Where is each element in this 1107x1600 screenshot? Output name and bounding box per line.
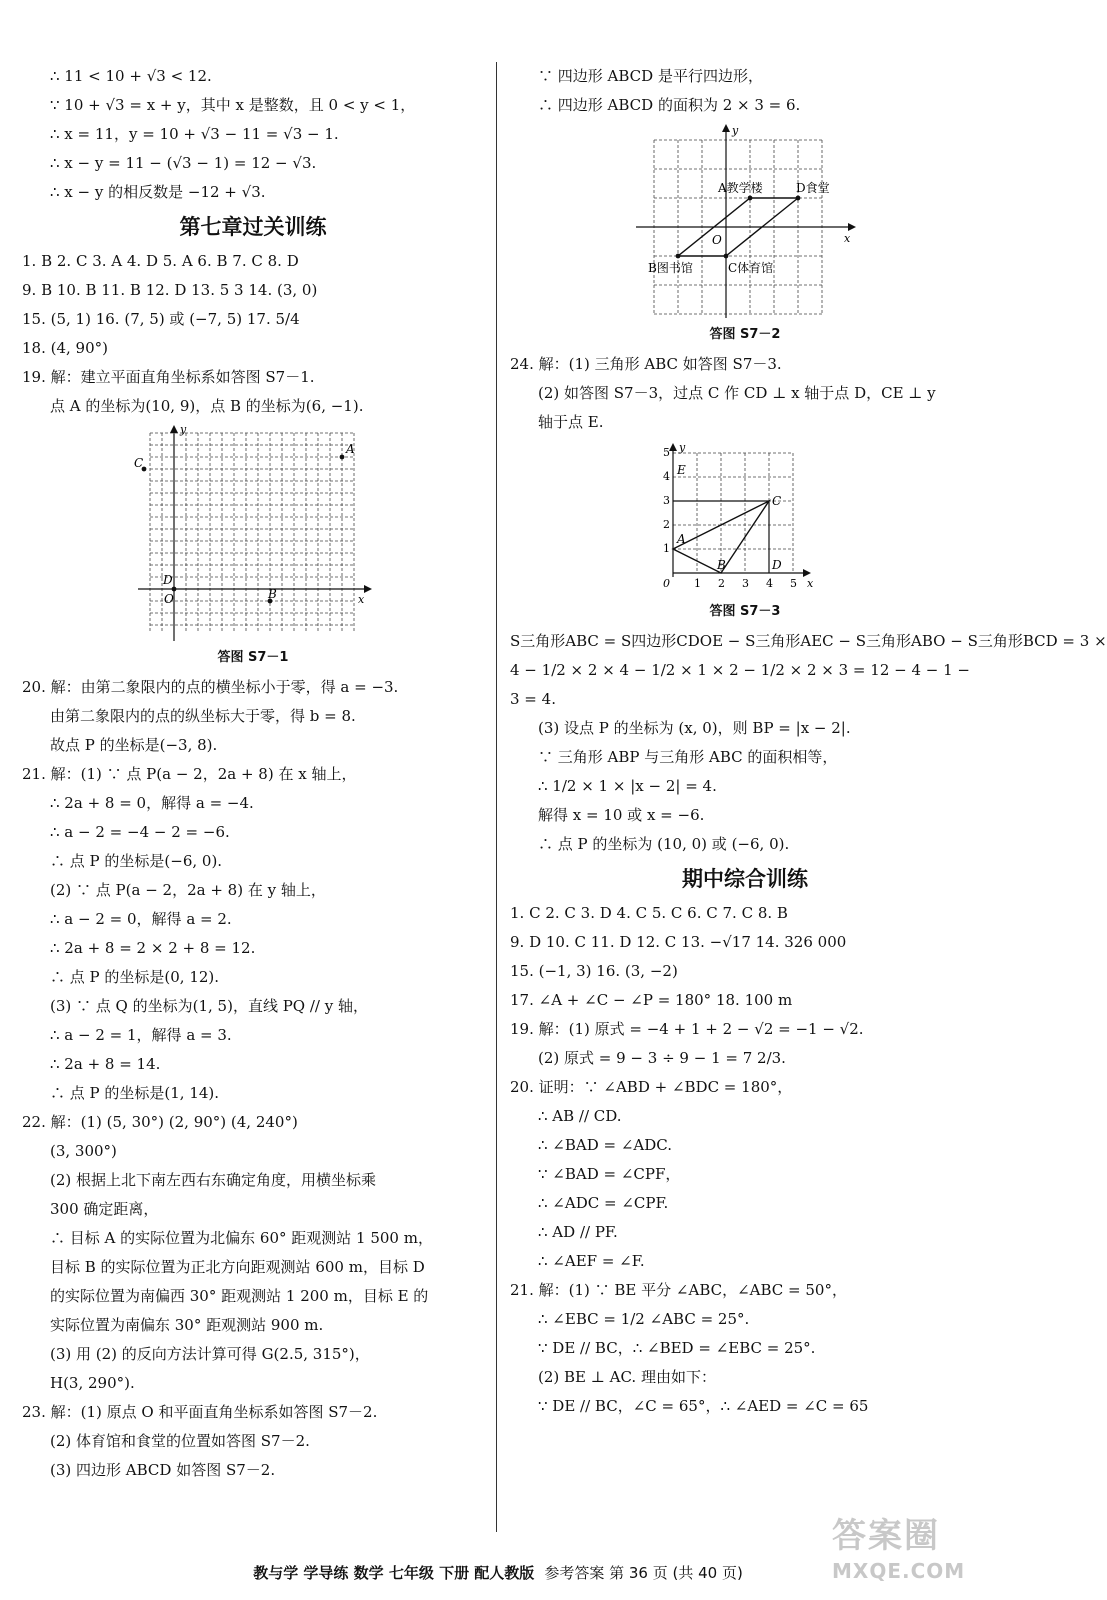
left-line: ∴ x − y 的相反数是 −12 + √3.	[50, 183, 266, 201]
q24-line: 轴于点 E.	[538, 413, 604, 431]
x-axis-label: x	[844, 232, 851, 245]
q24-line: (3) 设点 P 的坐标为 (x, 0)，则 BP = |x − 2|.	[538, 719, 851, 737]
q21-line: 21. 解：(1) ∵ BE 平分 ∠ABC，∠ABC = 50°，	[510, 1281, 847, 1299]
q24-line: ∴ 1/2 × 1 × |x − 2| = 4.	[538, 777, 717, 795]
tick-x-2: 2	[718, 577, 725, 590]
q19-line: 19. 解：(1) 原式 = −4 + 1 + 2 − √2 = −1 − √2.	[510, 1020, 864, 1038]
answer-line: 9. D 10. C 11. D 12. C 13. −√17 14. 326 000	[510, 933, 847, 951]
y-axis-arrow	[669, 443, 677, 451]
watermark-line1: 答案圈	[832, 1516, 940, 1556]
left-column	[22, 62, 484, 1485]
point-o	[172, 587, 177, 592]
origin-label: O	[712, 233, 722, 247]
point-b-label: B	[717, 558, 726, 572]
page-footer	[0, 1562, 996, 1583]
point-a	[340, 455, 345, 460]
q21-line: ∴ a − 2 = 0，解得 a = 2.	[50, 910, 232, 928]
point-d-label: D食堂	[796, 181, 830, 195]
q24-line: 24. 解：(1) 三角形 ABC 如答图 S7－3.	[510, 355, 782, 373]
origin-label: 0	[663, 577, 670, 590]
tick-y-2: 2	[663, 518, 670, 531]
footer-page-note: 参考答案 第 36 页 (共 40 页)	[544, 1564, 743, 1582]
point-b	[676, 254, 681, 259]
tick-y-5: 5	[663, 446, 670, 459]
section-heading-ch7: 第七章过关训练	[179, 215, 327, 239]
q21-line: ∴ a − 2 = 1，解得 a = 3.	[50, 1026, 232, 1044]
tick-x-3: 3	[742, 577, 749, 590]
point-a	[748, 196, 753, 201]
left-line: ∵ 10 + √3 = x + y，其中 x 是整数，且 0 < y < 1，	[50, 96, 416, 114]
y-axis-label: y	[180, 423, 187, 436]
point-a-label: A	[346, 442, 355, 456]
q21-line: ∴ 2a + 8 = 0，解得 a = −4.	[50, 794, 254, 812]
right-line: ∵ 四边形 ABCD 是平行四边形，	[538, 67, 763, 85]
left-line: ∴ 11 < 10 + √3 < 12.	[50, 67, 212, 85]
x-axis-label: x	[807, 577, 814, 590]
q21-line: (3) ∵ 点 Q 的坐标为(1, 5)，直线 PQ // y 轴，	[50, 997, 368, 1015]
q22-line: 300 确定距离，	[50, 1200, 159, 1218]
point-b-label: B	[268, 587, 277, 601]
q21-line: ∵ DE // BC，∴ ∠BED = ∠EBC = 25°.	[538, 1339, 816, 1357]
point-c-label: C	[772, 494, 782, 508]
q19-line: (2) 原式 = 9 − 3 ÷ 9 − 1 = 7 2/3.	[538, 1049, 786, 1067]
point-c	[724, 254, 729, 259]
answer-line: 18. (4, 90°)	[22, 339, 108, 357]
q22-line: 实际位置为南偏东 30° 距观测站 900 m.	[50, 1316, 324, 1334]
q20-line: ∴ AD // PF.	[538, 1223, 618, 1241]
q21-line: ∴ 点 P 的坐标是(0, 12).	[50, 968, 220, 986]
q22-line: (2) 根据上北下南左西右东确定角度，用横坐标乘	[50, 1171, 377, 1189]
q21-line: ∴ 点 P 的坐标是(−6, 0).	[50, 852, 223, 870]
answer-line: 15. (−1, 3) 16. (3, −2)	[510, 962, 678, 980]
x-axis-arrow	[803, 569, 811, 577]
q23-line: (2) 体育馆和食堂的位置如答图 S7－2.	[50, 1432, 310, 1450]
q21-line: 21. 解：(1) ∵ 点 P(a − 2，2a + 8) 在 x 轴上，	[22, 765, 357, 783]
area-line: 3 = 4.	[510, 690, 556, 708]
q20-line: 故点 P 的坐标是(−3, 8).	[50, 736, 218, 754]
x-axis-arrow	[848, 223, 856, 231]
point-a-label: A	[677, 532, 686, 546]
tick-x-5: 5	[790, 577, 797, 590]
point-d	[796, 196, 801, 201]
y-axis-label: y	[732, 124, 739, 137]
q22-line: 目标 B 的实际位置为正北方向距观测站 600 m，目标 D	[50, 1258, 425, 1276]
y-axis-label: y	[679, 441, 686, 454]
q24-line: (2) 如答图 S7－3，过点 C 作 CD ⊥ x 轴于点 D，CE ⊥ y	[538, 384, 936, 402]
figure-s7-2-caption: 答图 S7－2	[709, 327, 781, 342]
q24-line: ∴ 点 P 的坐标为 (10, 0) 或 (−6, 0).	[538, 835, 790, 853]
answer-line: 9. B 10. B 11. B 12. D 13. 5 3 14. (3, 0)	[22, 281, 318, 299]
q22-line: (3) 用 (2) 的反向方法计算可得 G(2.5, 315°)，	[50, 1345, 370, 1363]
q23-line: (3) 四边形 ABCD 如答图 S7－2.	[50, 1461, 276, 1479]
q20-line: 20. 解：由第二象限内的点的横坐标小于零，得 a = −3.	[22, 678, 399, 696]
figure-s7-3	[510, 439, 980, 625]
q21-line: (2) ∵ 点 P(a − 2，2a + 8) 在 y 轴上，	[50, 881, 326, 899]
q21-line: ∴ 2a + 8 = 2 × 2 + 8 = 12.	[50, 939, 256, 957]
q24-line: ∵ 三角形 ABP 与三角形 ABC 的面积相等，	[538, 748, 838, 766]
figure-s7-3-caption: 答图 S7－3	[709, 604, 781, 619]
q22-line: ∴ 目标 A 的实际位置为北偏东 60° 距观测站 1 500 m，	[50, 1229, 433, 1247]
q21-line: (2) BE ⊥ AC. 理由如下：	[538, 1368, 716, 1386]
right-column	[510, 62, 1107, 1421]
point-c-label: C	[134, 456, 144, 470]
answer-line: 15. (5, 1) 16. (7, 5) 或 (−7, 5) 17. 5/4	[22, 310, 300, 328]
q20-line: 20. 证明：∵ ∠ABD + ∠BDC = 180°，	[510, 1078, 793, 1096]
area-line: S三角形ABC = S四边形CDOE − S三角形AEC − S三角形ABO − S三角形BCD = 3 ×	[510, 632, 1107, 650]
q22-line: (3, 300°)	[50, 1142, 117, 1160]
answer-line: 1. C 2. C 3. D 4. C 5. C 6. C 7. C 8. B	[510, 904, 788, 922]
figure-s7-1-grid	[150, 433, 354, 633]
q22-line: H(3, 290°).	[50, 1374, 135, 1392]
tick-x-1: 1	[694, 577, 701, 590]
answer-line: 19. 解：建立平面直角坐标系如答图 S7－1.	[22, 368, 315, 386]
answer-line: 1. B 2. C 3. A 4. D 5. A 6. B 7. C 8. D	[22, 252, 299, 270]
point-e-label: E	[677, 463, 686, 477]
tick-y-3: 3	[663, 494, 670, 507]
y-axis-arrow	[722, 124, 730, 132]
point-d-label: D	[772, 558, 782, 572]
q21-line: ∵ DE // BC，∠C = 65°，∴ ∠AED = ∠C = 65	[538, 1397, 869, 1415]
figure-s7-1	[22, 423, 484, 671]
figure-s7-1-caption: 答图 S7－1	[217, 650, 289, 665]
q21-line: ∴ ∠EBC = 1/2 ∠ABC = 25°.	[538, 1310, 750, 1328]
tick-y-4: 4	[663, 470, 670, 483]
section-heading-midterm: 期中综合训练	[682, 867, 808, 891]
watermark-line2: MXQE.COM	[832, 1559, 966, 1583]
figure-s7-3-graph	[655, 439, 835, 599]
y-axis-arrow	[170, 425, 178, 433]
q20-line: ∴ ∠ADC = ∠CPF.	[538, 1194, 669, 1212]
point-c-label: C体育馆	[728, 261, 774, 275]
q20-line: ∴ ∠AEF = ∠F.	[538, 1252, 645, 1270]
point-b-label: B图书馆	[648, 261, 693, 275]
q24-line: 解得 x = 10 或 x = −6.	[538, 806, 705, 824]
point-a-label: A教学楼	[718, 181, 763, 195]
right-line: ∴ 四边形 ABCD 的面积为 2 × 3 = 6.	[538, 96, 801, 114]
q20-line: ∴ AB // CD.	[538, 1107, 622, 1125]
q21-line: ∴ a − 2 = −4 − 2 = −6.	[50, 823, 230, 841]
column-divider	[496, 62, 497, 1532]
figure-s7-1-graph	[122, 423, 384, 645]
point-d-label: D	[163, 573, 173, 587]
q20-line: 由第二象限内的点的纵坐标大于零，得 b = 8.	[50, 707, 356, 725]
tick-y-1: 1	[663, 542, 670, 555]
figure-s7-2	[510, 122, 980, 348]
q21-line: ∴ 点 P 的坐标是(1, 14).	[50, 1084, 220, 1102]
left-line: ∴ x = 11，y = 10 + √3 − 11 = √3 − 1.	[50, 125, 339, 143]
origin-label: O	[164, 592, 174, 606]
q22-line: 的实际位置为南偏西 30° 距观测站 1 200 m，目标 E 的	[50, 1287, 429, 1305]
tick-x-4: 4	[766, 577, 773, 590]
q23-line: 23. 解：(1) 原点 O 和平面直角坐标系如答图 S7－2.	[22, 1403, 378, 1421]
answer-line: 17. ∠A + ∠C − ∠P = 180° 18. 100 m	[510, 991, 793, 1009]
q22-line: 22. 解：(1) (5, 30°) (2, 90°) (4, 240°)	[22, 1113, 298, 1131]
q19-line: 点 A 的坐标为(10, 9)，点 B 的坐标为(6, −1).	[50, 397, 364, 415]
x-axis-label: x	[358, 593, 365, 606]
left-line: ∴ x − y = 11 − (√3 − 1) = 12 − √3.	[50, 154, 317, 172]
figure-s7-2-graph	[620, 122, 870, 322]
x-axis-arrow	[364, 585, 372, 593]
q21-line: ∴ 2a + 8 = 14.	[50, 1055, 161, 1073]
q20-line: ∴ ∠BAD = ∠ADC.	[538, 1136, 673, 1154]
q20-line: ∵ ∠BAD = ∠CPF，	[538, 1165, 681, 1183]
area-line: 4 − 1/2 × 2 × 4 − 1/2 × 1 × 2 − 1/2 × 2 × 3 = 12 − 4 − 1 −	[510, 661, 970, 679]
footer-title: 教与学 学导练 数学 七年级 下册 配人教版	[253, 1564, 535, 1582]
